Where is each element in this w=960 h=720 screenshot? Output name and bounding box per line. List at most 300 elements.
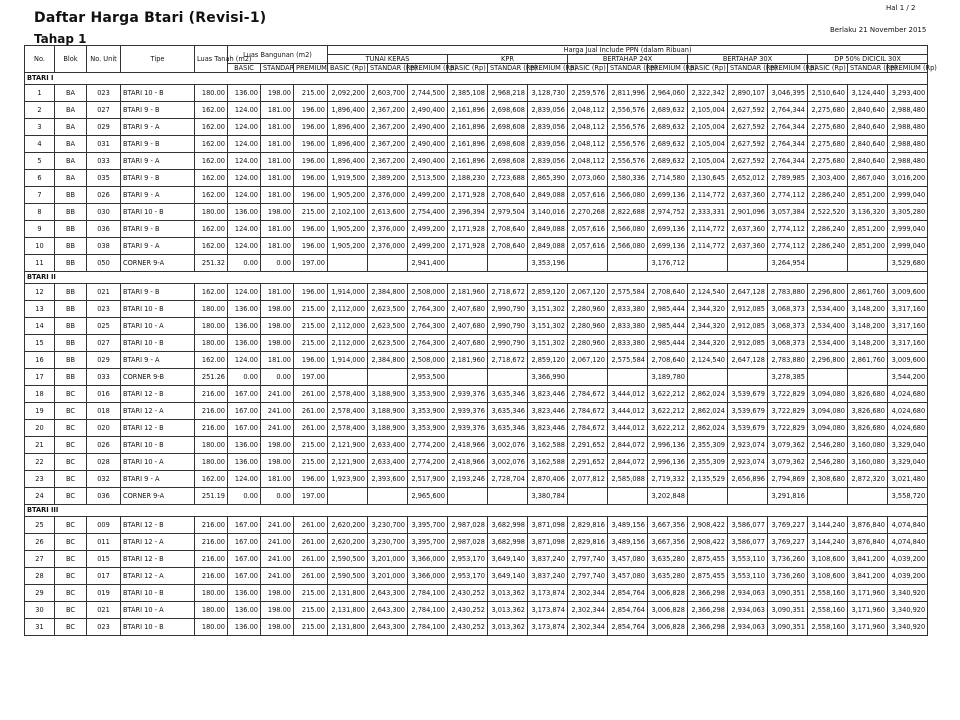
row-tipe: BTARI 10 - A [121, 318, 195, 335]
section-header [25, 505, 928, 517]
price-cell: 2,430,252 [448, 602, 488, 619]
price-cell: 2,171,928 [448, 238, 488, 255]
price-cell: 2,322,342 [688, 85, 728, 102]
price-cell: 2,990,790 [488, 335, 528, 352]
price-cell: 2,171,928 [448, 221, 488, 238]
price-cell [808, 255, 848, 272]
price-cell: 2,280,960 [568, 301, 608, 318]
price-cell: 3,635,346 [488, 386, 528, 403]
price-cell: 2,508,000 [408, 352, 448, 369]
price-cell: 2,985,444 [648, 335, 688, 352]
row-unit: 028 [87, 454, 121, 471]
price-cell: 2,996,136 [648, 437, 688, 454]
price-cell: 3,635,346 [488, 420, 528, 437]
row-bangunan-standar: 241.00 [261, 403, 294, 420]
row-tipe: BTARI 9 - A [121, 153, 195, 170]
price-cell: 2,578,400 [328, 403, 368, 420]
price-cell: 1,914,000 [328, 284, 368, 301]
price-cell: 2,783,880 [768, 352, 808, 369]
price-cell: 2,627,592 [728, 102, 768, 119]
price-cell: 2,112,000 [328, 301, 368, 318]
price-cell: 3,189,780 [648, 369, 688, 386]
price-cell: 2,407,680 [448, 318, 488, 335]
price-cell: 2,623,500 [368, 335, 408, 352]
row-unit: 020 [87, 420, 121, 437]
price-cell: 2,833,380 [608, 335, 648, 352]
price-cell [688, 369, 728, 386]
price-cell: 2,522,520 [808, 204, 848, 221]
table-row [25, 187, 928, 204]
row-bangunan-standar: 198.00 [261, 301, 294, 318]
col-price-standar: STANDAR (Rp) [848, 64, 888, 73]
price-cell [488, 488, 528, 505]
price-cell: 2,714,580 [648, 170, 688, 187]
price-cell [728, 488, 768, 505]
row-blok: BB [55, 335, 87, 352]
row-tipe: BTARI 9 - B [121, 170, 195, 187]
price-cell: 3,188,900 [368, 420, 408, 437]
price-cell: 3,068,373 [768, 335, 808, 352]
price-cell: 3,876,840 [848, 534, 888, 551]
row-blok: BB [55, 352, 87, 369]
group-kpr: KPR [448, 55, 568, 64]
price-cell: 2,839,056 [528, 119, 568, 136]
row-tipe: BTARI 10 - B [121, 619, 195, 636]
row-tanah: 162.00 [195, 238, 228, 255]
row-tipe: CORNER 9-A [121, 255, 195, 272]
price-cell: 3,305,280 [888, 204, 928, 221]
col-price-basic: BASIC (Rp) [688, 64, 728, 73]
price-cell: 2,719,332 [648, 471, 688, 488]
price-cell: 3,444,012 [608, 386, 648, 403]
price-cell: 2,344,320 [688, 335, 728, 352]
price-cell: 2,580,336 [608, 170, 648, 187]
price-cell: 2,699,136 [648, 221, 688, 238]
price-cell: 2,652,012 [728, 170, 768, 187]
section-label: BTARI I [25, 73, 928, 85]
price-cell: 2,367,200 [368, 136, 408, 153]
row-bangunan-premium: 197.00 [294, 369, 328, 386]
price-cell: 3,002,076 [488, 437, 528, 454]
table-row [25, 238, 928, 255]
price-cell: 2,999,040 [888, 221, 928, 238]
row-bangunan-standar: 181.00 [261, 187, 294, 204]
price-cell: 2,953,170 [448, 568, 488, 585]
row-blok: BC [55, 619, 87, 636]
row-tanah: 216.00 [195, 386, 228, 403]
row-bangunan-basic: 167.00 [228, 568, 261, 585]
row-unit: 017 [87, 568, 121, 585]
price-cell: 2,556,576 [608, 119, 648, 136]
price-cell: 2,114,772 [688, 238, 728, 255]
price-cell: 2,161,896 [448, 136, 488, 153]
row-no: 15 [25, 335, 55, 352]
row-bangunan-standar: 181.00 [261, 221, 294, 238]
price-cell: 2,566,080 [608, 238, 648, 255]
price-cell: 3,553,110 [728, 551, 768, 568]
row-no: 18 [25, 386, 55, 403]
price-cell: 2,418,966 [448, 437, 488, 454]
price-cell: 2,912,085 [728, 335, 768, 352]
price-cell: 2,859,120 [528, 284, 568, 301]
row-bangunan-standar: 198.00 [261, 318, 294, 335]
row-tipe: BTARI 12 - B [121, 517, 195, 534]
price-cell: 2,181,960 [448, 352, 488, 369]
row-tanah: 180.00 [195, 454, 228, 471]
price-cell: 2,613,600 [368, 204, 408, 221]
price-cell: 3,144,240 [808, 517, 848, 534]
price-cell: 2,939,376 [448, 420, 488, 437]
price-cell: 2,987,028 [448, 534, 488, 551]
price-cell: 2,865,390 [528, 170, 568, 187]
price-cell: 2,393,600 [368, 471, 408, 488]
price-cell: 3,622,212 [648, 386, 688, 403]
price-cell: 2,131,800 [328, 585, 368, 602]
price-cell [368, 488, 408, 505]
row-bangunan-premium: 261.00 [294, 386, 328, 403]
row-unit: 025 [87, 318, 121, 335]
row-tanah: 251.32 [195, 255, 228, 272]
row-bangunan-standar: 198.00 [261, 602, 294, 619]
price-cell: 2,908,422 [688, 534, 728, 551]
row-bangunan-premium: 261.00 [294, 534, 328, 551]
price-cell: 2,092,200 [328, 85, 368, 102]
price-cell: 2,534,400 [808, 335, 848, 352]
col-price-basic: BASIC (Rp) [568, 64, 608, 73]
price-cell: 2,890,107 [728, 85, 768, 102]
price-cell: 2,376,000 [368, 221, 408, 238]
price-cell: 2,131,800 [328, 602, 368, 619]
row-blok: BC [55, 437, 87, 454]
row-tipe: BTARI 9 - B [121, 221, 195, 238]
price-cell: 2,698,608 [488, 153, 528, 170]
row-unit: 036 [87, 221, 121, 238]
price-cell: 2,578,400 [328, 420, 368, 437]
price-cell: 2,774,112 [768, 238, 808, 255]
price-cell: 3,009,600 [888, 284, 928, 301]
price-cell: 2,689,632 [648, 153, 688, 170]
price-cell: 3,682,998 [488, 534, 528, 551]
price-cell: 3,329,040 [888, 454, 928, 471]
row-no: 8 [25, 204, 55, 221]
price-cell: 2,556,576 [608, 136, 648, 153]
col-blok: Blok [55, 46, 87, 73]
price-cell: 3,529,680 [888, 255, 928, 272]
price-cell: 2,275,680 [808, 102, 848, 119]
price-cell: 3,176,712 [648, 255, 688, 272]
price-cell: 2,859,120 [528, 352, 568, 369]
price-cell: 1,923,900 [328, 471, 368, 488]
row-tipe: BTARI 10 - B [121, 85, 195, 102]
price-cell: 3,457,080 [608, 551, 648, 568]
price-cell: 2,510,640 [808, 85, 848, 102]
price-cell [568, 255, 608, 272]
table-row [25, 301, 928, 318]
price-cell: 2,744,500 [408, 85, 448, 102]
group-dp-50: DP 50% DICICIL 30X [808, 55, 928, 64]
price-cell: 2,811,996 [608, 85, 648, 102]
price-cell: 2,499,200 [408, 221, 448, 238]
table-row [25, 318, 928, 335]
row-tipe: BTARI 12 - A [121, 403, 195, 420]
row-unit: 033 [87, 369, 121, 386]
row-tipe: BTARI 12 - A [121, 534, 195, 551]
row-bangunan-standar: 0.00 [261, 488, 294, 505]
row-bangunan-standar: 241.00 [261, 534, 294, 551]
row-no: 12 [25, 284, 55, 301]
row-blok: BC [55, 602, 87, 619]
price-cell: 2,193,246 [448, 471, 488, 488]
price-cell: 2,854,764 [608, 602, 648, 619]
price-cell: 2,355,309 [688, 454, 728, 471]
row-tanah: 162.00 [195, 352, 228, 369]
price-cell: 3,171,960 [848, 619, 888, 636]
price-cell [608, 255, 648, 272]
row-bangunan-basic: 136.00 [228, 335, 261, 352]
price-cell: 2,988,480 [888, 119, 928, 136]
row-no: 20 [25, 420, 55, 437]
row-blok: BC [55, 454, 87, 471]
price-cell: 2,840,640 [848, 136, 888, 153]
price-cell: 2,558,160 [808, 619, 848, 636]
row-bangunan-basic: 136.00 [228, 585, 261, 602]
price-cell: 2,854,764 [608, 585, 648, 602]
row-tipe: BTARI 9 - A [121, 471, 195, 488]
row-tipe: BTARI 9 - B [121, 284, 195, 301]
row-no: 23 [25, 471, 55, 488]
price-cell: 2,851,200 [848, 187, 888, 204]
row-no: 4 [25, 136, 55, 153]
price-cell: 2,534,400 [808, 318, 848, 335]
col-price-premium: PREMIUM (Rp) [648, 64, 688, 73]
price-cell: 2,627,592 [728, 119, 768, 136]
price-cell: 3,395,700 [408, 534, 448, 551]
group-tunai-keras: TUNAI KERAS [328, 55, 448, 64]
row-bangunan-premium: 196.00 [294, 136, 328, 153]
row-bangunan-standar: 181.00 [261, 471, 294, 488]
row-no: 5 [25, 153, 55, 170]
price-cell: 3,489,156 [608, 517, 648, 534]
col-unit: No. Unit [87, 46, 121, 73]
price-cell: 2,376,000 [368, 238, 408, 255]
price-cell: 2,302,344 [568, 585, 608, 602]
row-blok: BA [55, 136, 87, 153]
price-cell: 2,953,500 [408, 369, 448, 386]
price-cell: 2,490,400 [408, 136, 448, 153]
table-row [25, 284, 928, 301]
price-cell: 3,079,362 [768, 454, 808, 471]
price-cell: 2,794,869 [768, 471, 808, 488]
price-cell: 2,077,812 [568, 471, 608, 488]
price-cell: 3,340,920 [888, 619, 928, 636]
row-unit: 038 [87, 238, 121, 255]
table-row [25, 602, 928, 619]
row-bangunan-premium: 196.00 [294, 284, 328, 301]
row-unit: 023 [87, 301, 121, 318]
price-cell: 3,173,874 [528, 585, 568, 602]
price-cell: 2,490,400 [408, 119, 448, 136]
price-cell [568, 488, 608, 505]
price-cell: 2,367,200 [368, 153, 408, 170]
row-tipe: BTARI 10 - A [121, 602, 195, 619]
row-blok: BB [55, 204, 87, 221]
price-cell: 2,124,540 [688, 352, 728, 369]
price-cell [448, 369, 488, 386]
price-cell: 2,839,056 [528, 136, 568, 153]
price-cell: 2,840,640 [848, 119, 888, 136]
price-cell: 3,722,829 [768, 386, 808, 403]
price-cell [328, 255, 368, 272]
row-bangunan-standar: 198.00 [261, 437, 294, 454]
price-cell: 2,934,063 [728, 602, 768, 619]
price-cell: 3,188,900 [368, 403, 408, 420]
price-cell: 2,499,200 [408, 187, 448, 204]
price-cell: 2,302,344 [568, 619, 608, 636]
row-bangunan-basic: 136.00 [228, 85, 261, 102]
effective-date: Berlaku 21 November 2015 [830, 26, 927, 34]
table-row [25, 568, 928, 585]
row-no: 9 [25, 221, 55, 238]
price-cell: 4,039,200 [888, 568, 928, 585]
price-cell: 3,046,395 [768, 85, 808, 102]
price-cell: 3,823,446 [528, 403, 568, 420]
price-cell: 2,188,230 [448, 170, 488, 187]
price-cell: 2,637,360 [728, 187, 768, 204]
group-bertahap-30x: BERTAHAP 30X [688, 55, 808, 64]
row-tanah: 251.26 [195, 369, 228, 386]
row-tipe: BTARI 9 - B [121, 136, 195, 153]
price-cell: 3,380,784 [528, 488, 568, 505]
price-cell: 3,635,280 [648, 568, 688, 585]
price-cell: 2,259,576 [568, 85, 608, 102]
row-tanah: 180.00 [195, 585, 228, 602]
price-cell: 2,912,085 [728, 318, 768, 335]
row-bangunan-standar: 198.00 [261, 335, 294, 352]
row-blok: BB [55, 318, 87, 335]
price-cell: 1,896,400 [328, 102, 368, 119]
row-bangunan-basic: 124.00 [228, 284, 261, 301]
price-cell: 3,173,874 [528, 602, 568, 619]
row-unit: 029 [87, 119, 121, 136]
row-unit: 036 [87, 488, 121, 505]
row-tipe: BTARI 10 - B [121, 301, 195, 318]
row-tanah: 162.00 [195, 153, 228, 170]
section-label: BTARI II [25, 272, 928, 284]
row-bangunan-premium: 261.00 [294, 420, 328, 437]
price-cell: 2,114,772 [688, 221, 728, 238]
row-tanah: 162.00 [195, 119, 228, 136]
price-cell: 2,057,616 [568, 221, 608, 238]
row-tipe: BTARI 9 - B [121, 102, 195, 119]
row-bangunan-premium: 196.00 [294, 153, 328, 170]
row-bangunan-basic: 0.00 [228, 488, 261, 505]
row-no: 7 [25, 187, 55, 204]
col-price-basic: BASIC (Rp) [328, 64, 368, 73]
row-bangunan-premium: 196.00 [294, 170, 328, 187]
price-cell [448, 255, 488, 272]
col-price-premium: PREMIUM (Rp) [888, 64, 928, 73]
row-bangunan-standar: 181.00 [261, 153, 294, 170]
row-no: 22 [25, 454, 55, 471]
row-no: 27 [25, 551, 55, 568]
price-cell: 2,833,380 [608, 318, 648, 335]
price-cell: 4,024,680 [888, 386, 928, 403]
price-cell: 2,124,540 [688, 284, 728, 301]
price-cell: 3,201,000 [368, 551, 408, 568]
row-tanah: 216.00 [195, 420, 228, 437]
price-cell: 3,009,600 [888, 352, 928, 369]
price-cell: 3,837,240 [528, 551, 568, 568]
price-cell [848, 488, 888, 505]
price-cell: 2,789,985 [768, 170, 808, 187]
price-cell: 2,764,300 [408, 301, 448, 318]
price-cell: 3,837,240 [528, 568, 568, 585]
row-blok: BC [55, 517, 87, 534]
price-cell: 3,586,077 [728, 517, 768, 534]
price-cell: 2,849,088 [528, 187, 568, 204]
price-cell: 2,996,136 [648, 454, 688, 471]
row-unit: 023 [87, 85, 121, 102]
row-unit: 018 [87, 403, 121, 420]
price-cell: 2,862,024 [688, 386, 728, 403]
row-no: 2 [25, 102, 55, 119]
row-bangunan-basic: 124.00 [228, 170, 261, 187]
price-cell: 2,623,500 [368, 318, 408, 335]
price-cell: 2,708,640 [648, 284, 688, 301]
row-bangunan-standar: 181.00 [261, 170, 294, 187]
row-no: 31 [25, 619, 55, 636]
row-bangunan-basic: 124.00 [228, 471, 261, 488]
row-bangunan-basic: 124.00 [228, 136, 261, 153]
row-blok: BC [55, 488, 87, 505]
price-cell: 3,173,874 [528, 619, 568, 636]
price-cell: 2,870,406 [528, 471, 568, 488]
price-cell: 3,876,840 [848, 517, 888, 534]
price-cell: 3,108,600 [808, 568, 848, 585]
price-cell: 2,112,000 [328, 335, 368, 352]
price-cell [448, 488, 488, 505]
row-bangunan-premium: 197.00 [294, 488, 328, 505]
row-bangunan-premium: 261.00 [294, 568, 328, 585]
price-cell: 3,329,040 [888, 437, 928, 454]
price-cell: 4,024,680 [888, 420, 928, 437]
price-cell: 2,048,112 [568, 102, 608, 119]
col-bangunan-premium: PREMIUM [294, 64, 328, 73]
row-tanah: 162.00 [195, 221, 228, 238]
row-blok: BA [55, 153, 87, 170]
col-luas-bangunan: Luas Bangunan (m2) [228, 46, 328, 64]
row-bangunan-premium: 261.00 [294, 517, 328, 534]
row-tipe: BTARI 9 - A [121, 238, 195, 255]
row-bangunan-standar: 241.00 [261, 386, 294, 403]
price-cell [848, 369, 888, 386]
price-cell: 3,171,960 [848, 602, 888, 619]
price-cell: 3,544,200 [888, 369, 928, 386]
row-bangunan-premium: 215.00 [294, 335, 328, 352]
col-bangunan-standar: STANDAR [261, 64, 294, 73]
price-cell: 2,764,300 [408, 318, 448, 335]
price-cell: 2,275,680 [808, 136, 848, 153]
price-table [24, 45, 937, 636]
price-cell: 2,698,608 [488, 102, 528, 119]
price-cell: 2,385,108 [448, 85, 488, 102]
price-cell: 3,444,012 [608, 420, 648, 437]
price-cell: 3,635,280 [648, 551, 688, 568]
row-bangunan-premium: 196.00 [294, 119, 328, 136]
price-cell: 3,353,900 [408, 403, 448, 420]
row-no: 25 [25, 517, 55, 534]
price-cell: 2,987,028 [448, 517, 488, 534]
